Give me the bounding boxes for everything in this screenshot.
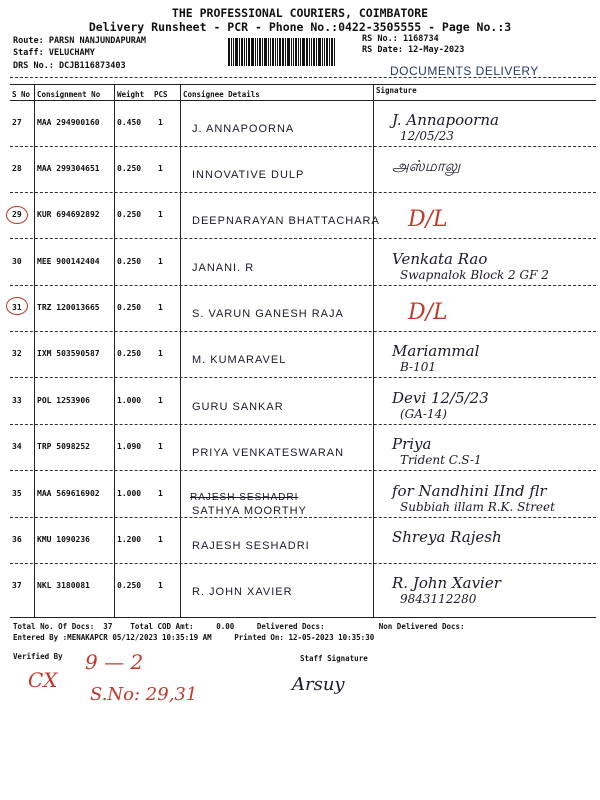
row-signature: அஸ்மாலு <box>392 157 461 175</box>
barcode-bar <box>282 38 284 66</box>
barcode-bar <box>334 38 335 66</box>
barcode-bar <box>293 38 294 66</box>
barcode-bar <box>322 38 323 66</box>
circle-mark-row-31 <box>6 297 28 315</box>
route: Route: PARSN NANJUNDAPURAM <box>13 36 147 46</box>
row-weight: 0.450 <box>117 118 142 127</box>
row-pcs: 1 <box>158 396 163 405</box>
row-sno: 32 <box>12 349 22 358</box>
row-consignment-no: KUR 694692892 <box>37 210 100 219</box>
barcode-bar <box>287 38 290 66</box>
row-sno: 35 <box>12 489 22 498</box>
row-signature: J. Annapoorna <box>392 111 499 129</box>
row-weight: 1.200 <box>117 535 142 544</box>
barcode-bar <box>251 38 254 66</box>
row-signature: Shreya Rajesh <box>392 528 502 546</box>
rs-number: RS No.: 1168734 <box>362 34 439 44</box>
row-weight: 0.250 <box>117 257 142 266</box>
barcode-bar <box>257 38 258 66</box>
drs-number: DRS No.: DCJB116873403 <box>13 61 126 71</box>
staff-signature-label: Staff Signature <box>300 654 368 663</box>
row-consignment-no: IXM 503590587 <box>37 349 100 358</box>
row-signature-note: Swapnalok Block 2 GF 2 <box>400 268 549 282</box>
verified-by-signature: CX <box>28 668 58 692</box>
row-separator <box>10 424 596 425</box>
staff: Staff: VELUCHAMY <box>13 48 95 58</box>
barcode-bar <box>313 38 315 66</box>
barcode-bar <box>275 38 276 66</box>
documents-delivery-stamp: DOCUMENTS DELIVERY <box>390 64 539 78</box>
row-weight: 1.000 <box>117 396 142 405</box>
row-weight: 0.250 <box>117 581 142 590</box>
col-header-signature: Signature <box>376 86 417 95</box>
row-consignee: J. ANNAPOORNA <box>192 123 295 135</box>
barcode-bar <box>309 38 310 66</box>
entered-by-line: Entered By :MENAKAPCR 05/12/2023 10:35:19 AM Printed On: 12-05-2023 10:35:30 <box>13 633 375 642</box>
col-header-pcs: PCS <box>154 90 168 99</box>
barcode-bar <box>331 38 333 66</box>
row-consignment-no: MAA 299304651 <box>37 164 100 173</box>
row-consignee: GURU SANKAR <box>192 401 284 413</box>
row-pcs: 1 <box>158 164 163 173</box>
row-signature-note: B-101 <box>400 360 436 374</box>
row-weight: 0.250 <box>117 303 142 312</box>
table-header-bottom-line <box>10 100 596 101</box>
row-weight: 0.250 <box>117 164 142 173</box>
row-consignee: INNOVATIVE DULP <box>192 169 305 181</box>
barcode-bar <box>291 38 292 66</box>
totals-line: Total No. Of Docs: 37 Total COD Amt: 0.00 Delivered Docs: Non Delivered Docs: <box>13 622 465 631</box>
barcode-bar <box>277 38 278 66</box>
barcode-bar <box>255 38 256 66</box>
row-consignment-no: POL 1253906 <box>37 396 90 405</box>
row-pcs: 1 <box>158 257 163 266</box>
circle-mark-row-29 <box>6 206 28 224</box>
row-sno: 33 <box>12 396 22 405</box>
row-consignment-no: NKL 3180081 <box>37 581 90 590</box>
row-separator <box>10 470 596 471</box>
barcode-bar <box>316 38 317 66</box>
row-signature: D/L <box>408 207 448 232</box>
row-separator <box>10 331 596 332</box>
handwritten-count: 9 — 2 <box>85 650 144 674</box>
barcode-bar <box>298 38 299 66</box>
row-signature-note: Subbiah illam R.K. Street <box>400 500 555 514</box>
row-separator <box>10 192 596 193</box>
row-signature: Venkata Rao <box>392 250 488 268</box>
row-signature-note: Trident C.S-1 <box>400 453 482 467</box>
row-sno: 30 <box>12 257 22 266</box>
row-signature-note: 12/05/23 <box>400 129 454 143</box>
row-sno: 31 <box>12 303 22 312</box>
row-separator <box>10 377 596 378</box>
row-weight: 1.090 <box>117 442 142 451</box>
row-sno: 36 <box>12 535 22 544</box>
row-signature: R. John Xavier <box>392 574 501 592</box>
header-divider-top <box>10 77 596 78</box>
barcode-bar <box>233 38 234 66</box>
row-consignment-no: MAA 294900160 <box>37 118 100 127</box>
col-divider-4 <box>373 84 374 617</box>
barcode-bar <box>264 38 267 66</box>
col-header-weight: Weight <box>117 90 145 99</box>
barcode-bar <box>262 38 263 66</box>
row-sno: 27 <box>12 118 22 127</box>
row-consignee: DEEPNARAYAN BHATTACHARA <box>192 215 380 227</box>
row-consignment-no: MEE 900142404 <box>37 257 100 266</box>
row-separator <box>10 563 596 564</box>
barcode-bar <box>318 38 321 66</box>
company-name: THE PROFESSIONAL COURIERS, COIMBATORE <box>171 6 429 20</box>
row-consignee: RAJESH SESHADRI <box>192 540 310 552</box>
table-top-line <box>10 84 596 85</box>
row-consignment-no: KMU 1090236 <box>37 535 90 544</box>
row-signature: D/L <box>408 300 448 325</box>
row-separator <box>10 285 596 286</box>
row-weight: 1.000 <box>117 489 142 498</box>
barcode-bar <box>246 38 247 66</box>
col-divider-3 <box>180 84 181 617</box>
runsheet-title: Delivery Runsheet - PCR - Phone No.:0422-3505555 - Page No.:3 <box>88 20 512 34</box>
row-sno: 29 <box>12 210 22 219</box>
col-header-consignee: Consignee Details <box>183 90 260 99</box>
row-signature-note: (GA-14) <box>400 407 447 421</box>
row-consignee: JANANI. R <box>192 262 255 274</box>
row-pcs: 1 <box>158 210 163 219</box>
barcode-bar <box>244 38 245 66</box>
row-pcs: 1 <box>158 581 163 590</box>
barcode-bar <box>248 38 250 66</box>
row-pcs: 1 <box>158 442 163 451</box>
row-pcs: 1 <box>158 489 163 498</box>
barcode-bar <box>324 38 325 66</box>
row-consignee: M. KUMARAVEL <box>192 354 287 366</box>
barcode-bar <box>326 38 328 66</box>
col-divider-1 <box>34 84 35 617</box>
col-header-sno: S No <box>12 90 31 99</box>
barcode-bar <box>241 38 243 66</box>
row-sno: 37 <box>12 581 22 590</box>
row-consignment-no: TRP 5098252 <box>37 442 90 451</box>
row-pcs: 1 <box>158 535 163 544</box>
barcode-bar <box>295 38 297 66</box>
row-pcs: 1 <box>158 303 163 312</box>
barcode-bar <box>285 38 286 66</box>
row-consignee-struck: RAJESH SESHADRI <box>190 492 299 503</box>
row-signature: Devi 12/5/23 <box>392 389 489 407</box>
barcode-bar <box>302 38 305 66</box>
row-pcs: 1 <box>158 349 163 358</box>
barcode-bar <box>270 38 271 66</box>
barcode-bar <box>235 38 238 66</box>
col-header-consignment: Consignment No <box>37 90 101 99</box>
row-consignee: R. JOHN XAVIER <box>192 586 293 598</box>
verified-by-label: Verified By <box>13 652 63 661</box>
row-sno: 34 <box>12 442 22 451</box>
barcode-bar <box>329 38 330 66</box>
row-consignee: PRIYA VENKATESWARAN <box>192 447 345 459</box>
row-signature: for Nandhini IInd flr <box>392 482 547 500</box>
col-divider-2 <box>114 84 115 617</box>
barcode-bar <box>228 38 230 66</box>
row-weight: 0.250 <box>117 210 142 219</box>
row-consignee: S. VARUN GANESH RAJA <box>192 308 344 320</box>
barcode-bar <box>259 38 261 66</box>
barcode-bar <box>311 38 312 66</box>
barcode <box>228 38 353 66</box>
rs-date: RS Date: 12-May-2023 <box>362 45 465 55</box>
barcode-bar <box>239 38 240 66</box>
row-consignment-no: TRZ 120013665 <box>37 303 100 312</box>
table-bottom-line <box>10 617 596 618</box>
barcode-bar <box>272 38 274 66</box>
row-sno: 28 <box>12 164 22 173</box>
row-separator <box>10 517 596 518</box>
row-weight: 0.250 <box>117 349 142 358</box>
staff-signature: Arsuy <box>292 674 345 695</box>
barcode-bar <box>300 38 301 66</box>
row-signature-note: 9843112280 <box>400 592 477 606</box>
row-consignment-no: MAA 569616902 <box>37 489 100 498</box>
row-separator <box>10 146 596 147</box>
row-pcs: 1 <box>158 118 163 127</box>
barcode-bar <box>231 38 232 66</box>
handwritten-serial-numbers: S.No: 29,31 <box>90 684 198 705</box>
barcode-bar <box>268 38 269 66</box>
row-separator <box>10 238 596 239</box>
row-signature: Priya <box>392 435 432 453</box>
barcode-bar <box>306 38 308 66</box>
barcode-bar <box>279 38 281 66</box>
row-consignee: SATHYA MOORTHY <box>192 505 307 517</box>
row-signature: Mariammal <box>392 342 480 360</box>
